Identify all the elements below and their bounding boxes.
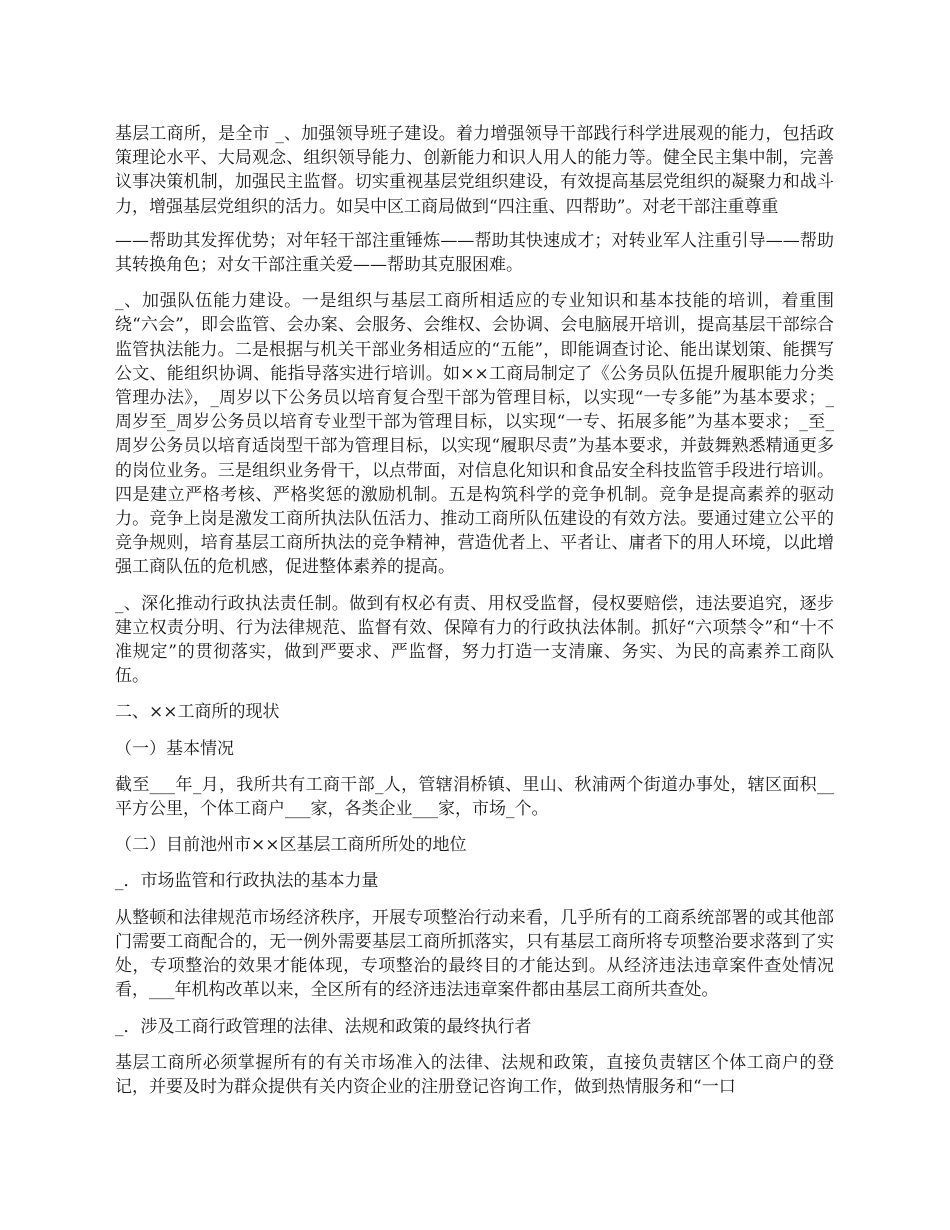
paragraph-help: ——帮助其发挥优势；对年轻干部注重锤炼——帮助其快速成才；对转业军人注重引导——帮助其转换角色；对女干部注重关爱——帮助其克服困难。: [115, 230, 834, 276]
paragraph-responsibility: _、深化推动行政执法责任制。做到有权必有责、用权受监督，侵权要赔偿，违法要追究，逐步建立权责分明、行为法律规范、监督有效、保障有力的行政执法体制。抓好“六项禁令”和“十不准规定”的贯彻落实，做到严要求、严监督，努力打造一支清廉、务实、为民的高素养工商队伍。: [115, 593, 834, 687]
paragraph-final-executor: 基层工商所必须掌握所有的有关市场准入的法律、法规和政策，直接负责辖区个体工商户的登记，并要及时为群众提供有关内资企业的注册登记咨询工作，做到热情服务和“一口: [115, 1052, 834, 1097]
paragraph-market-supervision: 从整顿和法律规范市场经济秩序，开展专项整治行动来看，几乎所有的工商系统部署的或其他部门需要工商配合的，无一例外需要基层工商所抓落实，只有基层工商所将专项整治要求落到了实处，专项整治的效果才能体现，专项整治的最终目的才能达到。从经济违法违章案件查处情况看，___年机构改革以来，全区所有的经济违法违章案件都由基层工商所共查处。: [115, 907, 834, 1001]
item-heading-market-supervision: _．市场监管和行政执法的基本力量: [115, 871, 379, 892]
item-heading-final-executor: _．涉及工商行政管理的法律、法规和政策的最终执行者: [115, 1016, 532, 1037]
paragraph-capacity: _、加强队伍能力建设。一是组织与基层工商所相适应的专业知识和基本技能的培训，着重围绕“六会”，即会监管、会办案、会服务、会维权、会协调、会电脑展开培训，提高基层干部综合监管执法能力。二是根据与机关干部业务相适应的“五能”，即能调查讨论、能出谋划策、能撰写公文、能组织协调、能指导落实进行培训。如××工商局制定了《公务员队伍提升履职能力分类管理办法》，_周岁以下公务员以培育复合型干部为管理目标，以实现“一专多能”为基本要求；_周岁至_周岁公务员以培育专业型干部为管理目标，以实现“一专、拓展多能”为基本要求；_至_周岁公务员以培育适岗型干部为管理目标，以实现“履职尽责”为基本要求，并鼓舞熟悉精通更多的岗位业务。三是组织业务骨干，以点带面，对信息化知识和食品安全科技监管手段进行培训。四是建立严格考核、严格奖惩的激励机制。五是构筑科学的竞争机制。竞争是提高素养的驱动力。竞争上岗是激发工商所执法队伍活力、推动工商所队伍建设的有效方法。要通过建立公平的竞争规则，培育基层工商所执法的竞争精神，营造优者上、平者让、庸者下的用人环境，以此增强工商队伍的危机感，促进整体素养的提高。: [115, 291, 834, 578]
subsection-heading-basic: （一）基本情况: [115, 738, 234, 759]
subsection-heading-position: （二）目前池州市××区基层工商所所处的地位: [115, 835, 467, 856]
section-heading-status: 二、××工商所的现状: [115, 702, 280, 723]
paragraph-basic-info: 截至___年_月，我所共有工商干部_人，管辖涓桥镇、里山、秋浦两个街道办事处，辖区面积__平方公里，个体工商户___家，各类企业___家，市场_个。: [115, 774, 834, 820]
paragraph-leadership: 基层工商所，是全市 _、加强领导班子建设。着力增强领导干部践行科学进展观的能力，包括政策理论水平、大局观念、组织领导能力、创新能力和识人用人的能力等。健全民主集中制，完善议事决策机制，加强民主监督。切实重视基层党组织建设，有效提高基层党组织的凝聚力和战斗力，增强基层党组织的活力。如吴中区工商局做到“四注重、四帮助”。对老干部注重尊重: [115, 124, 834, 217]
